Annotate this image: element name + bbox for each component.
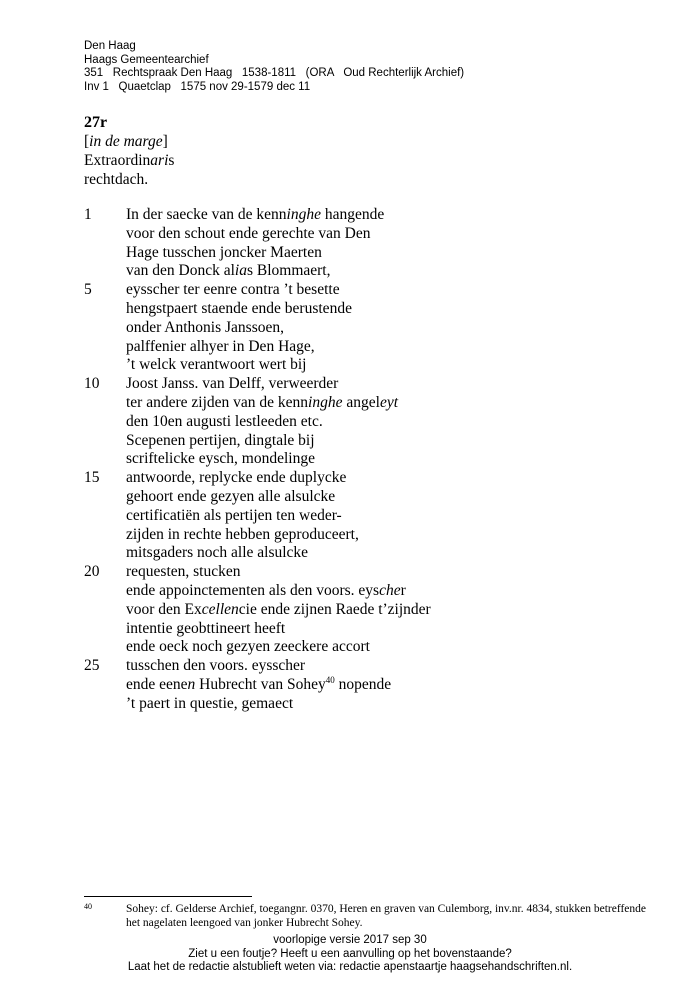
line-text: ende oeck noch gezyen zeeckere accort — [126, 638, 370, 656]
footnote-divider — [84, 896, 252, 897]
line-text: zijden in rechte hebben geproduceert, — [126, 525, 359, 543]
line-text: certificatiën als pertijen ten weder- — [126, 506, 342, 524]
line-text: Joost Janss. van Delff, verweerder — [126, 375, 339, 393]
line-text: onder Anthonis Janssoen, — [126, 318, 285, 336]
line-text: hengstpaert staende ende berustende — [126, 299, 352, 317]
rechtdach-word: rechtdach. — [84, 171, 149, 188]
header-inventory: Inv 1 Quaetclap 1575 nov 29-1579 dec 11 — [84, 80, 311, 93]
line-text: antwoorde, replycke ende duplycke — [126, 469, 347, 487]
line-text: intentie geobttineert heeft — [126, 619, 286, 637]
line-text: gehoort ende gezyen alle alsulcke — [126, 487, 336, 505]
line-text: mitsgaders noch alle alsulcke — [126, 544, 309, 562]
line-text: van den Donck alias Blommaert, — [126, 262, 331, 280]
line-number: 20 — [84, 563, 100, 581]
line-text: scriftelicke eysch, mondelinge — [126, 450, 315, 468]
line-text: requesten, stucken — [126, 563, 241, 581]
footnote-number: 40 — [84, 902, 92, 911]
footer-question: Ziet u een foutje? Heeft u een aanvulling op het bovenstaande? — [188, 947, 512, 960]
document-header — [84, 40, 464, 94]
line-text: ’t welck verantwoort wert bij — [126, 356, 307, 374]
line-text: eysscher ter eenre contra ’t besette — [126, 281, 340, 299]
line-text: tusschen den voors. eysscher — [126, 657, 306, 675]
line-text: voor den schout ende gerechte van Den — [126, 224, 371, 242]
line-text: Scepenen pertijen, dingtale bij — [126, 431, 315, 449]
line-text: Hage tusschen joncker Maerten — [126, 243, 322, 261]
line-text: palffenier alhyer in Den Hage, — [126, 337, 315, 355]
line-text: voor den Excellencie ende zijnen Raede t’zijnder — [126, 600, 431, 618]
header-fonds: 351 Rechtspraak Den Haag 1538-1811 (ORA Oud Rechterlijk Archief) — [84, 67, 465, 79]
line-text: In der saecke van de kenninghe hangende — [126, 206, 385, 223]
line-text: den 10en augusti lestleeden etc. — [126, 412, 323, 430]
line-text: ende appoinctementen als den voors. eyscher — [126, 581, 406, 599]
footnote-text: Sohey: cf. Gelderse Archief, toegangnr. 0370, Heren en graven van Culemborg, inv.nr. 4834, stukken betreffende het nagelaten leengoed van jonker Hubrecht Sohey. — [126, 903, 647, 929]
header-city: Den Haag — [84, 40, 136, 52]
extraordinaris-word: Extraordinaris — [84, 152, 175, 169]
page-footer — [0, 934, 700, 975]
footer-version: voorlopige versie 2017 sep 30 — [273, 934, 427, 946]
intro-block — [84, 132, 174, 189]
footer-contact: Laat het de redactie alstublieft weten via: redactie apenstaartje haagsehandschriften.nl. — [127, 961, 573, 973]
line-number: 10 — [84, 375, 100, 393]
folio-number: 27r — [84, 114, 108, 131]
margin-label: in de marge — [89, 133, 163, 150]
line-number: 1 — [84, 206, 92, 223]
line-number: 5 — [84, 281, 92, 299]
line-text: ’t paert in questie, gemaect — [126, 694, 294, 712]
margin-note: [in de marge] — [84, 133, 168, 150]
header-archive: Haags Gemeentearchief — [84, 53, 209, 66]
line-number: 15 — [84, 469, 100, 487]
line-text: ter andere zijden van de kenninghe angeleyt — [126, 393, 399, 411]
line-number: 25 — [84, 657, 100, 675]
line-text: ende eenen Hubrecht van Sohey$^{40}$ nopende — [126, 674, 392, 693]
